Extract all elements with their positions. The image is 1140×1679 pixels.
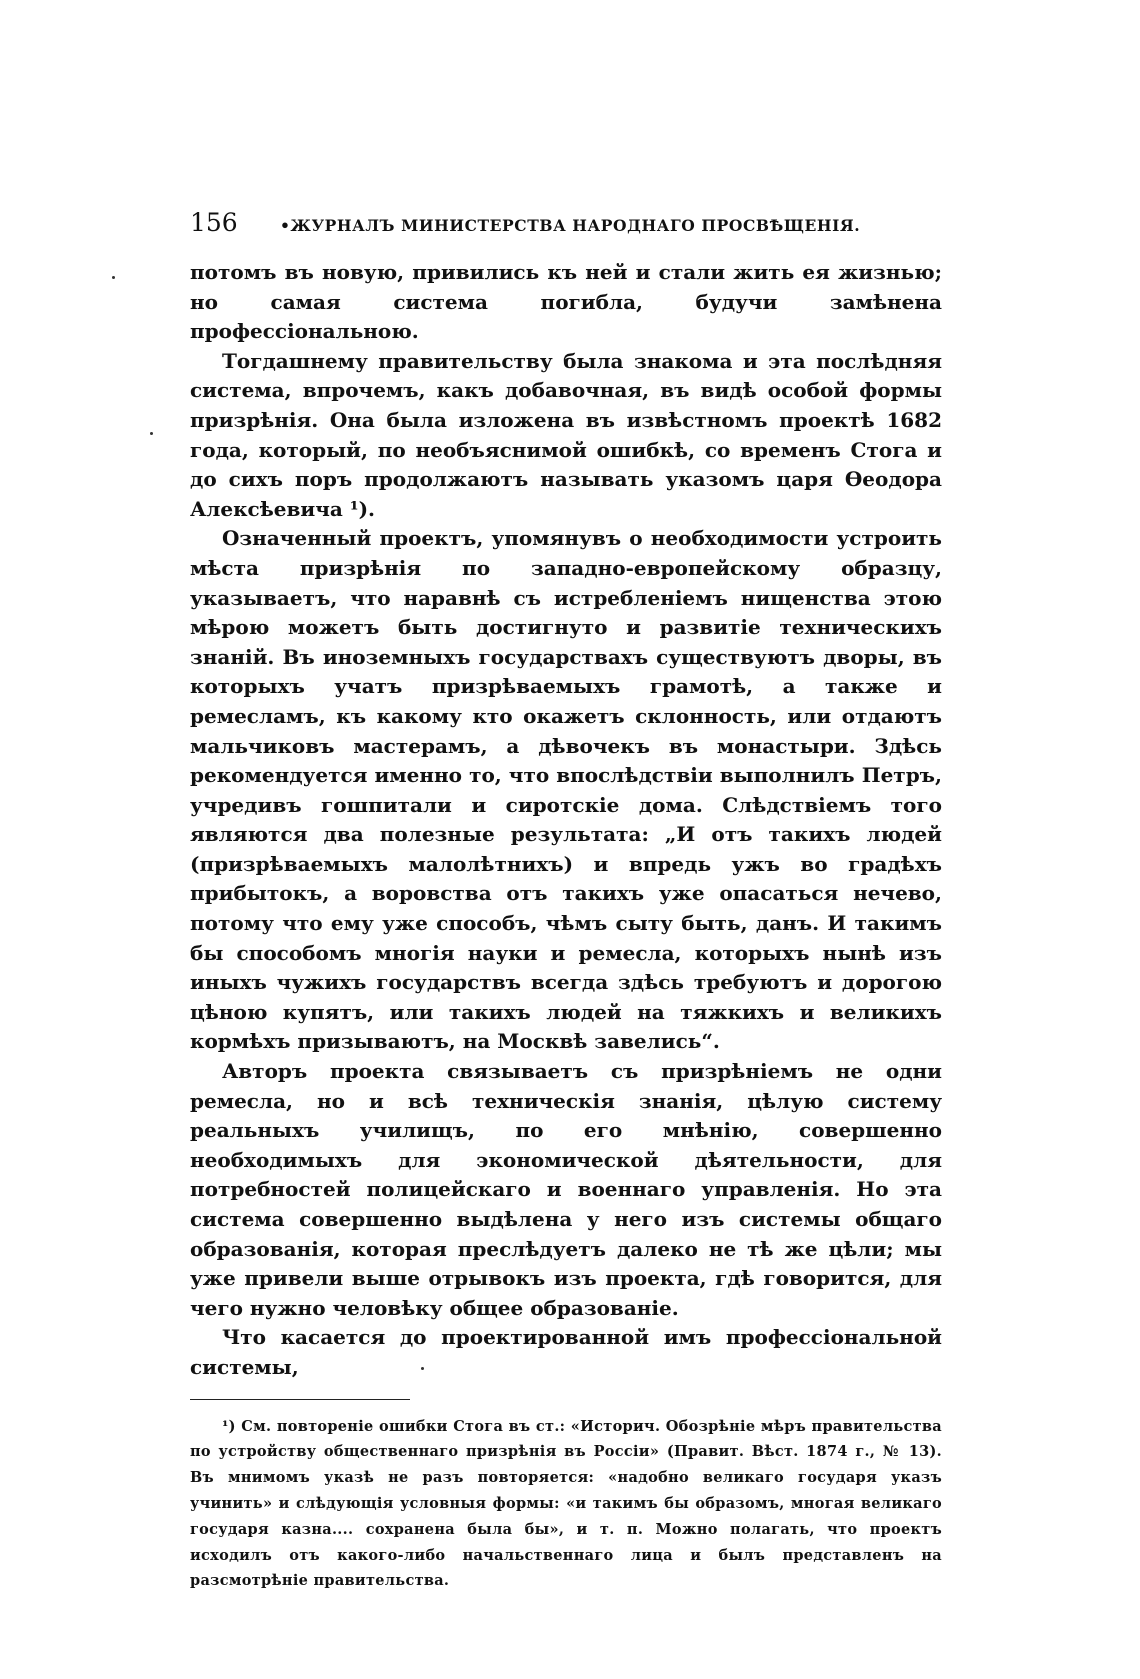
paragraph: Тогдашнему правительству была знакома и эта послѣдняя система, впрочемъ, какъ добавочная, въ видѣ особой формы призрѣнія. Она была изложена въ извѣстномъ проектѣ 1682 года, который, по необъяснимой ошибкѣ, со временъ Стога и до сихъ поръ продолжаютъ называть указомъ царя Ѳеодора Алексѣевича ¹). xyxy=(190,348,942,521)
footnote-mark: ¹) xyxy=(222,1417,236,1435)
body-text xyxy=(190,258,942,1383)
paragraph: Что касается до проектированной имъ профессіональной системы, xyxy=(190,1325,942,1379)
scan-speck xyxy=(421,1367,424,1370)
paragraph: Авторъ проекта связываетъ съ призрѣніемъ не одни ремесла, но и всѣ техническія знанія, цѣлую систему реальныхъ училищъ, по его мнѣнію, совершенно необходимыхъ для экономической дѣятельности, для потребностей полицейскаго и военнаго управленія. Но эта система совершенно выдѣлена у него изъ системы общаго образованія, которая преслѣдуетъ далеко не тѣ же цѣли; мы уже привели выше отрывокъ изъ проекта, гдѣ говорится, для чего нужно человѣку общее образованіе. xyxy=(190,1059,942,1320)
page-number: 156 xyxy=(190,208,238,237)
running-title: •ЖУРНАЛЪ МИНИСТЕРСТВА НАРОДНАГО ПРОСВѢЩЕНІЯ. xyxy=(280,216,861,235)
page-header xyxy=(190,208,942,240)
scan-speck xyxy=(112,276,115,279)
footnote xyxy=(190,1414,942,1595)
scan-speck xyxy=(150,432,153,435)
footnote-divider xyxy=(190,1399,410,1400)
footnote-text: См. повтореніе ошибки Стога въ ст.: «Историч. Обозрѣніе мѣръ правительства по устройству общественнаго призрѣнія въ Россіи» (Правит. Вѣст. 1874 г., № 13). Въ мнимомъ указѣ не разъ повторяется: «надобно великаго государя указъ учинить» и слѣдующія условныя формы: «и такимъ бы образомъ, многая великаго государя казна.... сохранена была бы», и т. п. Можно полагать, что проектъ исходилъ отъ какого-либо начальственнаго лица и былъ представленъ на разсмотрѣніе правительства. xyxy=(190,1417,942,1590)
paragraph: потомъ въ новую, привились къ ней и стали жить ея жизнью; но самая система погибла, будучи замѣнена профессіональною. xyxy=(190,260,942,344)
paragraph: Означенный проектъ, упомянувъ о необходимости устроить мѣста призрѣнія по западно-европейскому образцу, указываетъ, что наравнѣ съ истребленіемъ нищенства этою мѣрою можетъ быть достигнуто и развитіе техническихъ знаній. Въ иноземныхъ государствахъ существуютъ дворы, въ которыхъ учатъ призрѣваемыхъ грамотѣ, а также и ремесламъ, къ какому кто окажетъ склонность, или отдаютъ мальчиковъ мастерамъ, а дѣвочекъ въ монастыри. Здѣсь рекомендуется именно то, что впослѣдствіи выполнилъ Петръ, учредивъ гошпитали и сиротскіе дома. Слѣдствіемъ того являются два полезные результата: „И отъ такихъ людей (призрѣваемыхъ малолѣтнихъ) и впредь ужъ во градѣхъ прибытокъ, а воровства отъ такихъ уже опасаться нечево, потому что ему уже способъ, чѣмъ сыту быть, данъ. И такимъ бы способомъ многія науки и ремесла, которыхъ нынѣ изъ иныхъ чужихъ государствъ всегда здѣсь требуютъ и дорогою цѣною купятъ, или такихъ людей на тяжкихъ и великихъ кормѣхъ призываютъ, на Москвѣ завелись“. xyxy=(190,526,942,1054)
book-page xyxy=(190,208,942,1594)
